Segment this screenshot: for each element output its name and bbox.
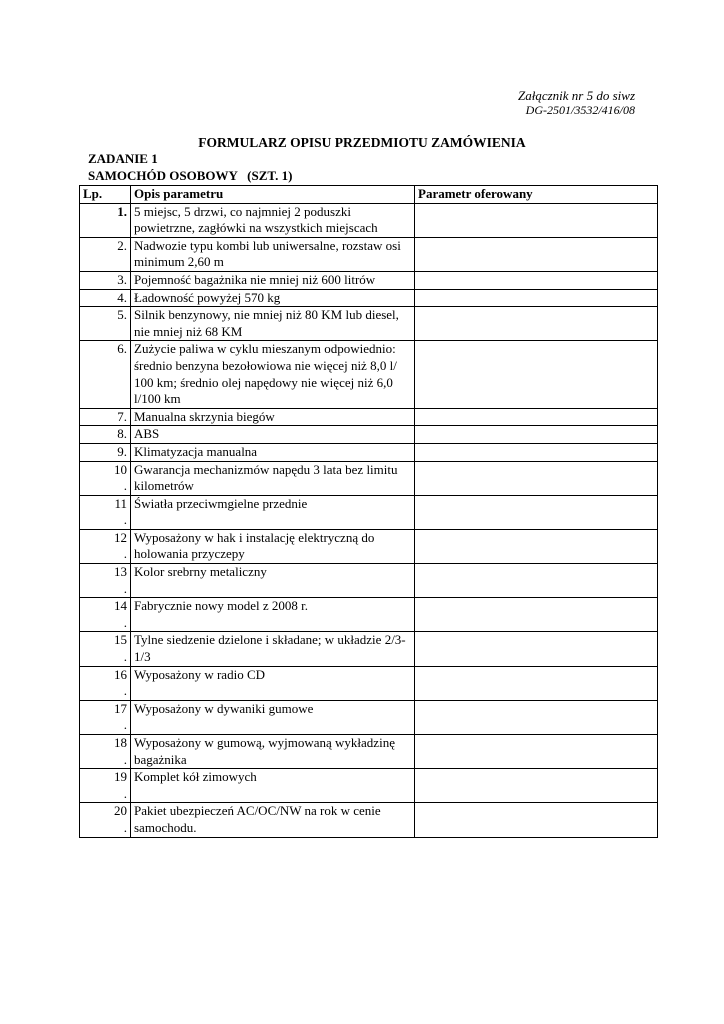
annex-title: Załącznik nr 5 do siwz <box>517 88 635 103</box>
row-number-suffix: . <box>123 819 127 835</box>
table-row <box>80 564 658 598</box>
table-row <box>80 237 658 271</box>
row-number <box>80 735 131 769</box>
offered-parameter-cell[interactable] <box>415 769 658 803</box>
row-number-text: 12 <box>114 529 127 545</box>
row-number <box>80 632 131 666</box>
table-row <box>80 461 658 495</box>
parameter-description: Nadwozie typu kombi lub uniwersalne, rozstaw osi minimum 2,60 m <box>131 237 415 271</box>
row-number-suffix: . <box>123 649 127 665</box>
header-offered: Parametr oferowany <box>415 186 658 204</box>
task-label: ZADANIE 1 <box>88 151 158 166</box>
row-number <box>80 341 131 408</box>
table-row <box>80 443 658 461</box>
row-number <box>80 461 131 495</box>
offered-parameter-cell[interactable] <box>415 700 658 734</box>
offered-parameter-cell[interactable] <box>415 289 658 307</box>
parameter-description: Kolor srebrny metaliczny <box>131 564 415 598</box>
parameter-description: Klimatyzacja manualna <box>131 443 415 461</box>
offered-parameter-cell[interactable] <box>415 529 658 563</box>
row-number-text: 14 <box>114 598 127 614</box>
parameter-description: Fabrycznie nowy model z 2008 r. <box>131 598 415 632</box>
row-number <box>80 700 131 734</box>
offered-parameter-cell[interactable] <box>415 495 658 529</box>
row-number <box>80 408 131 426</box>
table-row <box>80 307 658 341</box>
row-number-suffix: . <box>123 614 127 630</box>
row-number-text: 8. <box>117 426 127 442</box>
parameter-description: ABS <box>131 426 415 444</box>
offered-parameter-cell[interactable] <box>415 666 658 700</box>
parameter-description: Manualna skrzynia biegów <box>131 408 415 426</box>
row-number <box>80 237 131 271</box>
table-row <box>80 769 658 803</box>
row-number <box>80 666 131 700</box>
table-row <box>80 203 658 237</box>
offered-parameter-cell[interactable] <box>415 408 658 426</box>
offered-parameter-cell[interactable] <box>415 803 658 837</box>
row-number-suffix: . <box>123 751 127 767</box>
row-number-text: 3. <box>117 271 127 287</box>
parameter-description: Zużycie paliwa w cyklu mieszanym odpowiednio: średnio benzyna bezołowiowa nie więcej niż 8,0 l/ 100 km; średnio olej napędowy nie więcej niż 6,0 l/100 km <box>131 341 415 408</box>
row-number <box>80 529 131 563</box>
parameter-description: Pakiet ubezpieczeń AC/OC/NW na rok w cenie samochodu. <box>131 803 415 837</box>
table-row <box>80 289 658 307</box>
offered-parameter-cell[interactable] <box>415 735 658 769</box>
offered-parameter-cell[interactable] <box>415 461 658 495</box>
offered-parameter-cell[interactable] <box>415 632 658 666</box>
table-row <box>80 271 658 289</box>
row-number <box>80 289 131 307</box>
row-number <box>80 203 131 237</box>
offered-parameter-cell[interactable] <box>415 341 658 408</box>
table-row <box>80 735 658 769</box>
table-row <box>80 700 658 734</box>
row-number-text: 19 <box>114 769 127 785</box>
item-label: SAMOCHÓD OSOBOWY (SZT. 1) <box>88 168 293 183</box>
table-row <box>80 803 658 837</box>
table-row <box>80 341 658 408</box>
row-number <box>80 271 131 289</box>
parameter-description: 5 miejsc, 5 drzwi, co najmniej 2 poduszki powietrzne, zagłówki na wszystkich miejscach <box>131 203 415 237</box>
row-number-text: 15 <box>114 632 127 648</box>
row-number-text: 5. <box>117 307 127 323</box>
parameter-description: Wyposażony w dywaniki gumowe <box>131 700 415 734</box>
parameter-description: Wyposażony w hak i instalację elektryczną do holowania przyczepy <box>131 529 415 563</box>
form-title: FORMULARZ OPISU PRZEDMIOTU ZAMÓWIENIA <box>198 135 526 150</box>
parameter-description: Światła przeciwmgielne przednie <box>131 495 415 529</box>
row-number-suffix: . <box>123 717 127 733</box>
table-row <box>80 495 658 529</box>
offered-parameter-cell[interactable] <box>415 564 658 598</box>
offered-parameter-cell[interactable] <box>415 203 658 237</box>
table-row <box>80 529 658 563</box>
row-number-suffix: . <box>123 785 127 801</box>
parameter-description: Wyposażony w gumową, wyjmowaną wykładzinę bagażnika <box>131 735 415 769</box>
table-row <box>80 632 658 666</box>
table-row <box>80 426 658 444</box>
parameter-description: Wyposażony w radio CD <box>131 666 415 700</box>
parameter-description: Silnik benzynowy, nie mniej niż 80 KM lub diesel, nie mniej niż 68 KM <box>131 307 415 341</box>
row-number <box>80 426 131 444</box>
offered-parameter-cell[interactable] <box>415 443 658 461</box>
row-number-text: 18 <box>114 735 127 750</box>
offered-parameter-cell[interactable] <box>415 426 658 444</box>
table-header-row <box>80 186 658 204</box>
offered-parameter-cell[interactable] <box>415 271 658 289</box>
row-number-suffix: . <box>123 683 127 699</box>
table-row <box>80 666 658 700</box>
offered-parameter-cell[interactable] <box>415 307 658 341</box>
header-lp: Lp. <box>80 186 131 204</box>
row-number-text: 13 <box>114 564 127 580</box>
row-number-suffix: . <box>123 512 127 528</box>
row-number-text: 16 <box>114 666 127 682</box>
offered-parameter-cell[interactable] <box>415 598 658 632</box>
parameter-description: Pojemność bagażnika nie mniej niż 600 litrów <box>131 271 415 289</box>
row-number <box>80 598 131 632</box>
parameter-description: Komplet kół zimowych <box>131 769 415 803</box>
table-row <box>80 598 658 632</box>
row-number <box>80 443 131 461</box>
row-number <box>80 564 131 598</box>
annex-case-number: DG-2501/3532/416/08 <box>525 103 635 117</box>
parameters-table <box>79 185 658 838</box>
row-number-text: 2. <box>117 237 127 253</box>
row-number-text: 17 <box>114 700 127 716</box>
row-number-text: 7. <box>117 408 127 424</box>
row-number-text: 4. <box>117 289 127 305</box>
table-body <box>80 203 658 837</box>
row-number <box>80 803 131 837</box>
row-number <box>80 495 131 529</box>
header-description: Opis parametru <box>131 186 415 204</box>
row-number-suffix: . <box>123 478 127 494</box>
offered-parameter-cell[interactable] <box>415 237 658 271</box>
row-number-text: 6. <box>117 341 127 357</box>
row-number-text: 9. <box>117 443 127 459</box>
parameter-description: Gwarancja mechanizmów napędu 3 lata bez limitu kilometrów <box>131 461 415 495</box>
row-number-suffix: . <box>123 546 127 562</box>
row-number-text: 20 <box>114 803 127 819</box>
row-number-text: 10 <box>114 461 127 477</box>
row-number <box>80 769 131 803</box>
table-row <box>80 408 658 426</box>
parameter-description: Tylne siedzenie dzielone i składane; w układzie 2/3- 1/3 <box>131 632 415 666</box>
row-number-text: 11 <box>114 495 127 511</box>
annex-reference <box>518 88 635 117</box>
row-number-suffix: . <box>123 580 127 596</box>
parameter-description: Ładowność powyżej 570 kg <box>131 289 415 307</box>
row-number-text: 1. <box>117 203 127 219</box>
row-number <box>80 307 131 341</box>
